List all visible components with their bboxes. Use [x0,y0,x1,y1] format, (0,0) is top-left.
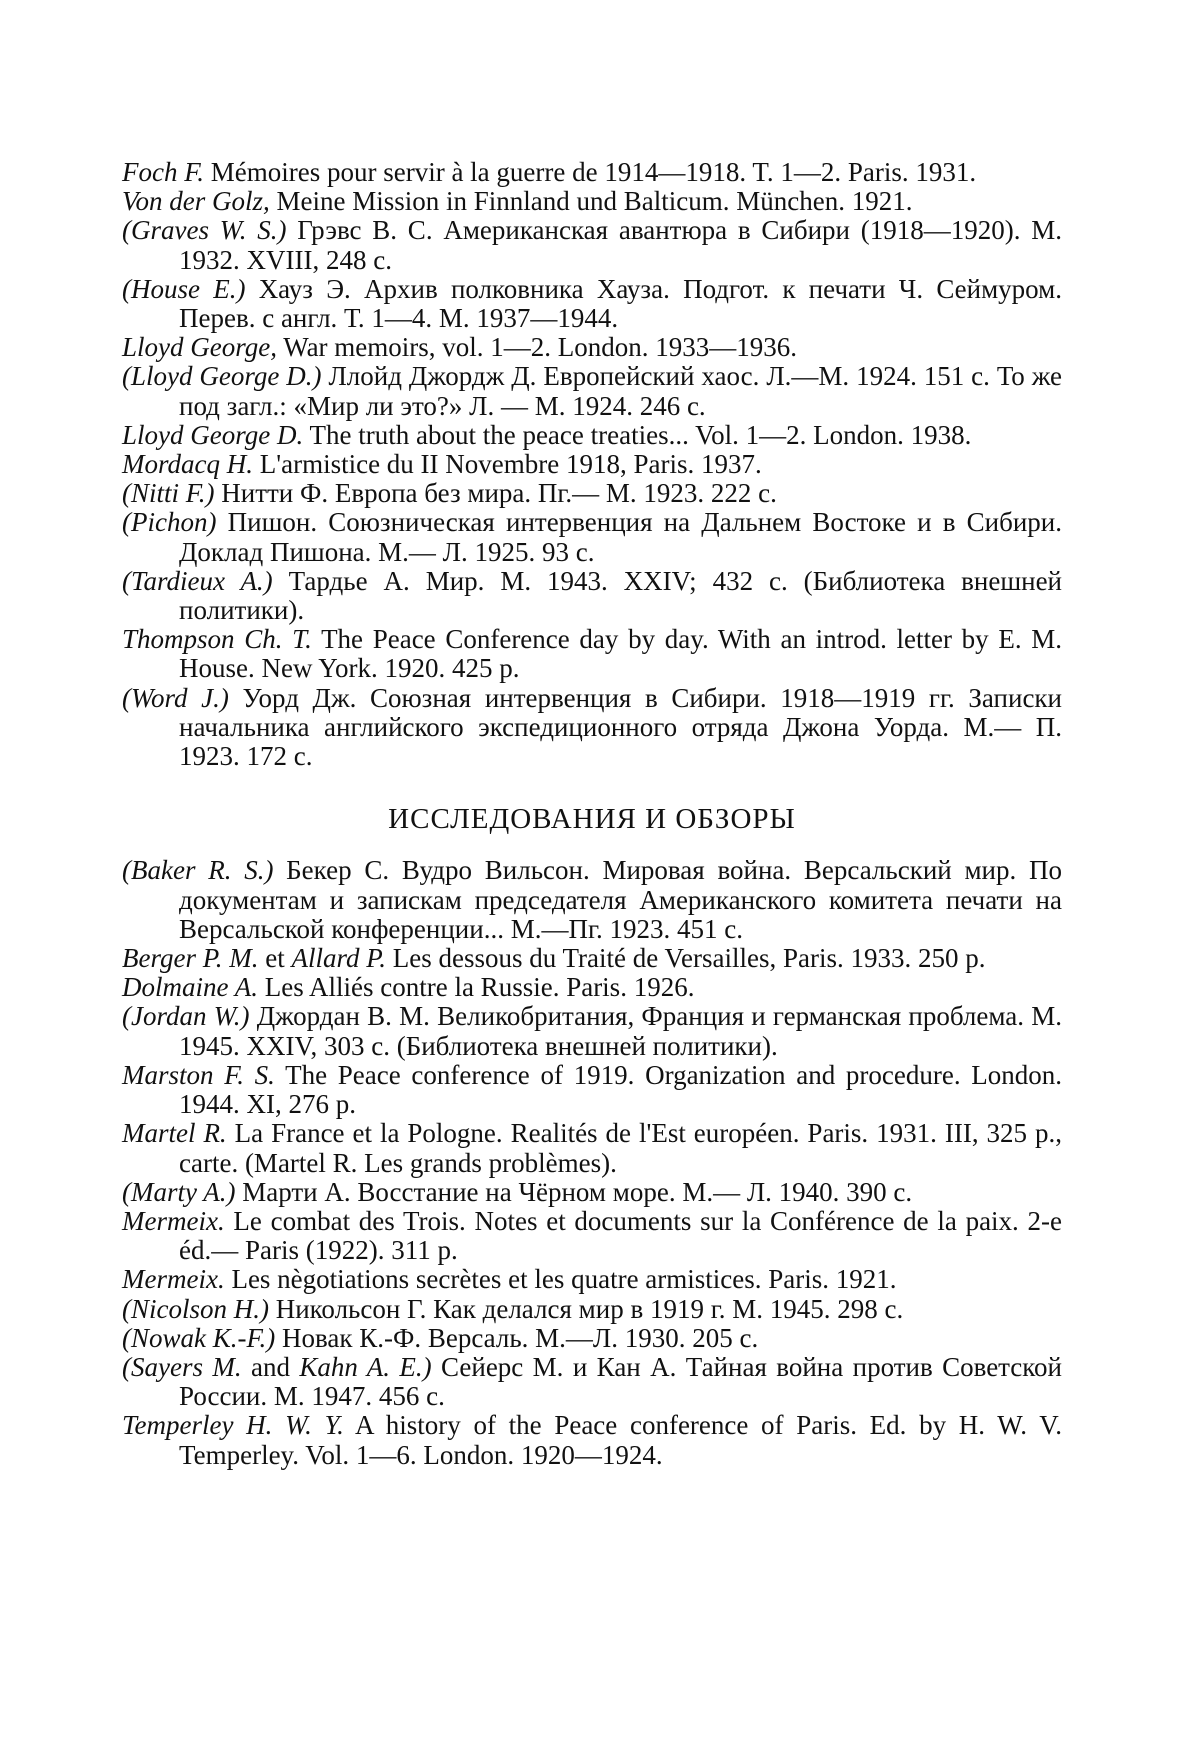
bib-text: Mémoires pour servir à la guerre de 1914—1918. T. 1—2. Paris. 1931. [204,157,977,187]
bib-text: Les nègotiations secrètes et les quatre armistices. Paris. 1921. [224,1264,897,1295]
bib-text: Хауз Э. Архив полковника Хауза. Подгот. к печати Ч. Сеймуром. Перев. с англ. Т. 1—4. М. 1937—1944. [179,273,1062,334]
bib-author: (Nowak K.-F.) [122,1322,276,1353]
bib-text: Новак К.-Ф. Версаль. М.—Л. 1930. 205 с. [275,1322,759,1353]
bib-author: Berger P. M. [122,943,259,974]
bib-entry [122,275,1062,333]
bib-author-2: Kahn A. E.) [299,1351,432,1382]
bib-author: (Tardieux A.) [122,565,273,596]
bib-text: L'armistice du II Novembre 1918, Paris. 1937. [252,449,762,480]
bibliography-page [122,158,1062,1470]
bib-author: (Nitti F.) [122,478,215,509]
bib-text: Нитти Ф. Европа без мира. Пг.— М. 1923. 222 с. [214,478,777,509]
bib-entry [122,479,1062,508]
bib-entry [122,216,1062,274]
studies-list [122,856,1062,1469]
bib-text: The truth about the peace treaties... Vol. 1—2. London. 1938. [303,419,972,450]
bib-text: Марти А. Восстание на Чёрном море. М.— Л. 1940. 390 с. [235,1176,913,1207]
bib-text: The Peace Conference day by day. With an introd. letter by E. M. House. New York. 1920. 425 p. [179,624,1062,684]
bib-text: Пишон. Союзническая интервенция на Дальнем Востоке и в Сибири. Доклад Пишона. М.— Л. 1925. 93 с. [179,507,1062,567]
bib-author: Temperley H. W. Y. [122,1410,344,1441]
bib-author: (Lloyd George D.) [122,361,322,392]
bib-text: Тардье А. Мир. М. 1943. XXIV; 432 с. (Библиотека внешней политики). [179,565,1063,626]
bib-author: Martel R. [122,1118,227,1149]
bib-entry [122,1324,1062,1353]
bib-entry [122,450,1062,479]
bib-author: Von der Golz, [122,186,270,217]
bib-author: (Sayers M. [122,1351,242,1382]
bib-text: A history of the Peace conference of Paris. Ed. by H. W. V. Temperley. Vol. 1—6. London. 1920—1924. [179,1410,1062,1470]
bib-text: Le combat des Trois. Notes et documents sur la Conférence de la paix. 2-e éd.— Paris (1922). 311 p. [179,1205,1062,1266]
bib-text-2: Сейерс М. и Кан А. Тайная война против Советской России. М. 1947. 456 с. [179,1351,1062,1412]
bib-author: (Nicolson H.) [122,1293,269,1324]
bib-text: Джордан В. М. Великобритания, Франция и германская проблема. М. 1945. XXIV, 303 с. (Библиотека внешней политики). [179,1001,1062,1061]
primary-sources-list [122,158,1062,771]
bib-text: Никольсон Г. Как делался мир в 1919 г. М. 1945. 298 с. [268,1293,904,1324]
bib-text: and [241,1351,300,1382]
bib-text: Грэвс В. С. Американская авантюра в Сибири (1918—1920). М. 1932. XVIII, 248 с. [179,215,1062,275]
bib-text: The Peace conference of 1919. Organization and procedure. London. 1944. XI, 276 p. [179,1059,1062,1120]
bib-entry [122,944,1062,973]
bib-author: Mermeix. [122,1264,225,1295]
bib-entry [122,158,1062,187]
bib-text: La France et la Pologne. Realités de l'Est européen. Paris. 1931. III, 325 p., carte. (Martel R. Les grands problèmes). [179,1118,1062,1178]
bib-entry [122,1061,1062,1119]
bib-author: (Pichon) [122,507,217,538]
bib-author: Lloyd George, [122,332,277,363]
bib-author: (Jordan W.) [122,1001,250,1032]
bib-entry [122,1295,1062,1324]
section-heading: ИССЛЕДОВАНИЯ И ОБЗОРЫ [388,803,796,836]
bib-author: Foch F. [122,157,204,187]
bib-author: Marston F. S. [122,1059,275,1090]
bib-author: (House E.) [122,273,246,304]
bib-entry [122,567,1062,625]
bib-entry [122,421,1062,450]
bib-author: Thompson Ch. T. [122,624,312,655]
bib-entry [122,1353,1062,1411]
bib-entry [122,508,1062,566]
bib-entry [122,333,1062,362]
bib-entry [122,1411,1062,1469]
bib-text: War memoirs, vol. 1—2. London. 1933—1936. [276,332,798,363]
bib-text: Уорд Дж. Союзная интервенция в Сибири. 1918—1919 гг. Записки начальника английского экспедиционного отряда Джона Уорда. М.— П. 1923. 172 с. [179,682,1062,772]
bib-entry [122,1178,1062,1207]
bib-entry [122,1002,1062,1060]
bib-author: Mordacq H. [122,449,253,480]
bib-author: (Word J.) [122,682,229,713]
bib-entry [122,625,1062,683]
bib-author: (Marty A.) [122,1176,236,1207]
bib-entry [122,362,1062,420]
bib-text-2: Les dessous du Traité de Versailles, Paris. 1933. 250 p. [386,943,986,974]
bib-author: Dolmaine A. [122,972,258,1003]
bib-entry [122,973,1062,1002]
bib-entry [122,684,1062,772]
bib-entry [122,187,1062,216]
bib-text: Бекер С. Вудро Вильсон. Мировая война. Версальский мир. По документам и запискам председателя Американского комитета печати на Версальской конференции... М.—Пг. 1923. 451 с. [179,855,1062,944]
bib-author: (Baker R. S.) [122,855,274,886]
bib-entry [122,856,1062,944]
bib-entry [122,1119,1062,1177]
bib-entry [122,1265,1062,1294]
bib-text: et [258,943,292,974]
bib-text: Meine Mission in Finnland und Balticum. München. 1921. [269,186,913,217]
bib-text: Les Alliés contre la Russie. Paris. 1926. [258,972,695,1003]
bib-text: Ллойд Джордж Д. Европейский хаос. Л.—М. 1924. 151 с. То же под загл.: «Мир ли это?» Л. — М. 1924. 246 с. [179,361,1062,421]
bib-entry [122,1207,1062,1265]
bib-author-2: Allard P. [291,943,386,974]
bib-author: (Graves W. S.) [122,215,287,246]
bib-author: Mermeix. [122,1205,225,1236]
bib-author: Lloyd George D. [122,419,304,450]
